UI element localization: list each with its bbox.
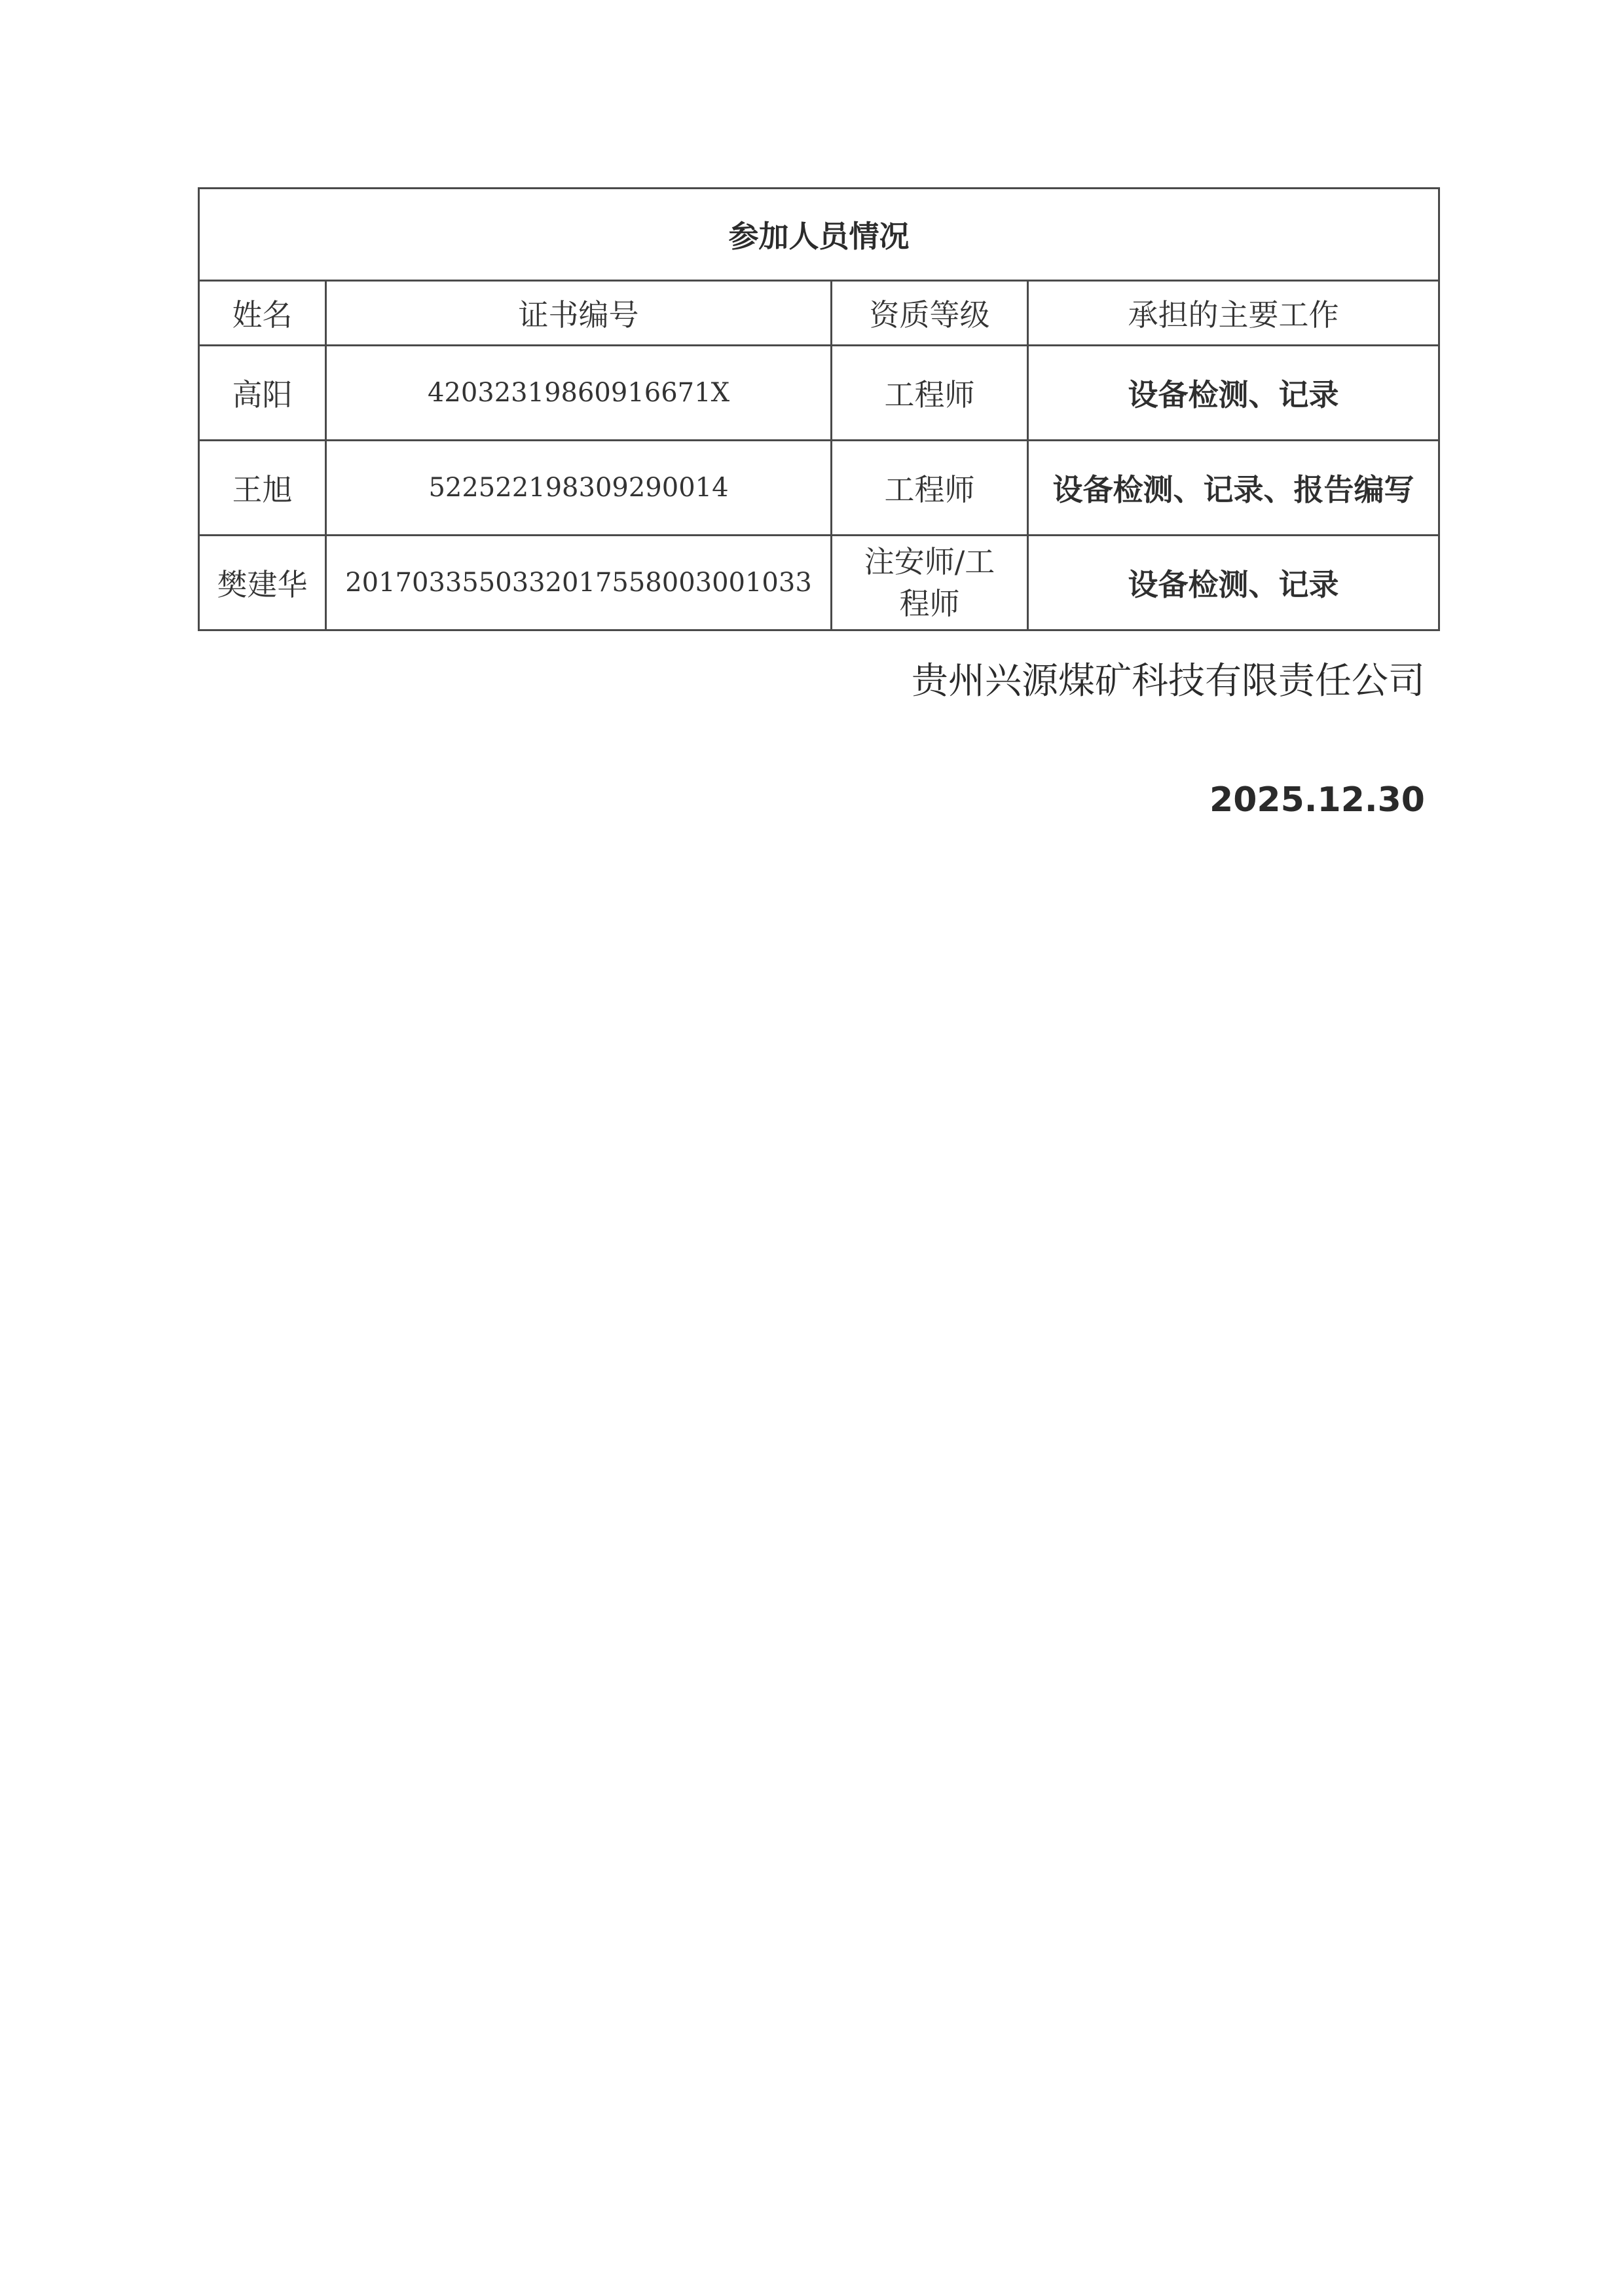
cell-duty: 设备检测、记录 xyxy=(1028,536,1439,630)
cell-qualification: 工程师 xyxy=(832,346,1028,441)
cell-qualification: 工程师 xyxy=(832,441,1028,536)
table-header-row xyxy=(199,281,1439,346)
table-row xyxy=(199,536,1439,630)
header-qualification: 资质等级 xyxy=(832,281,1028,346)
table-title: 参加人员情况 xyxy=(199,189,1439,281)
qualification-line-2: 程师 xyxy=(899,586,960,621)
header-certificate: 证书编号 xyxy=(326,281,832,346)
table-title-row xyxy=(199,189,1439,281)
document-date: 2025.12.30 xyxy=(1209,780,1425,820)
cell-qualification xyxy=(832,536,1028,630)
cell-name: 樊建华 xyxy=(199,536,326,630)
cell-duty: 设备检测、记录、报告编写 xyxy=(1028,441,1439,536)
table-row xyxy=(199,441,1439,536)
staff-table xyxy=(198,187,1440,631)
table-row xyxy=(199,346,1439,441)
header-name: 姓名 xyxy=(199,281,326,346)
cell-duty: 设备检测、记录 xyxy=(1028,346,1439,441)
company-name: 贵州兴源煤矿科技有限责任公司 xyxy=(912,660,1425,702)
qualification-line-1: 注安师/工 xyxy=(864,544,995,579)
cell-name: 王旭 xyxy=(199,441,326,536)
cell-certificate: 522522198309290014 xyxy=(326,441,832,536)
cell-certificate: 2017033550332017558003001033 xyxy=(326,536,832,630)
header-duty: 承担的主要工作 xyxy=(1028,281,1439,346)
cell-name: 高阳 xyxy=(199,346,326,441)
cell-certificate: 42032319860916671X xyxy=(326,346,832,441)
